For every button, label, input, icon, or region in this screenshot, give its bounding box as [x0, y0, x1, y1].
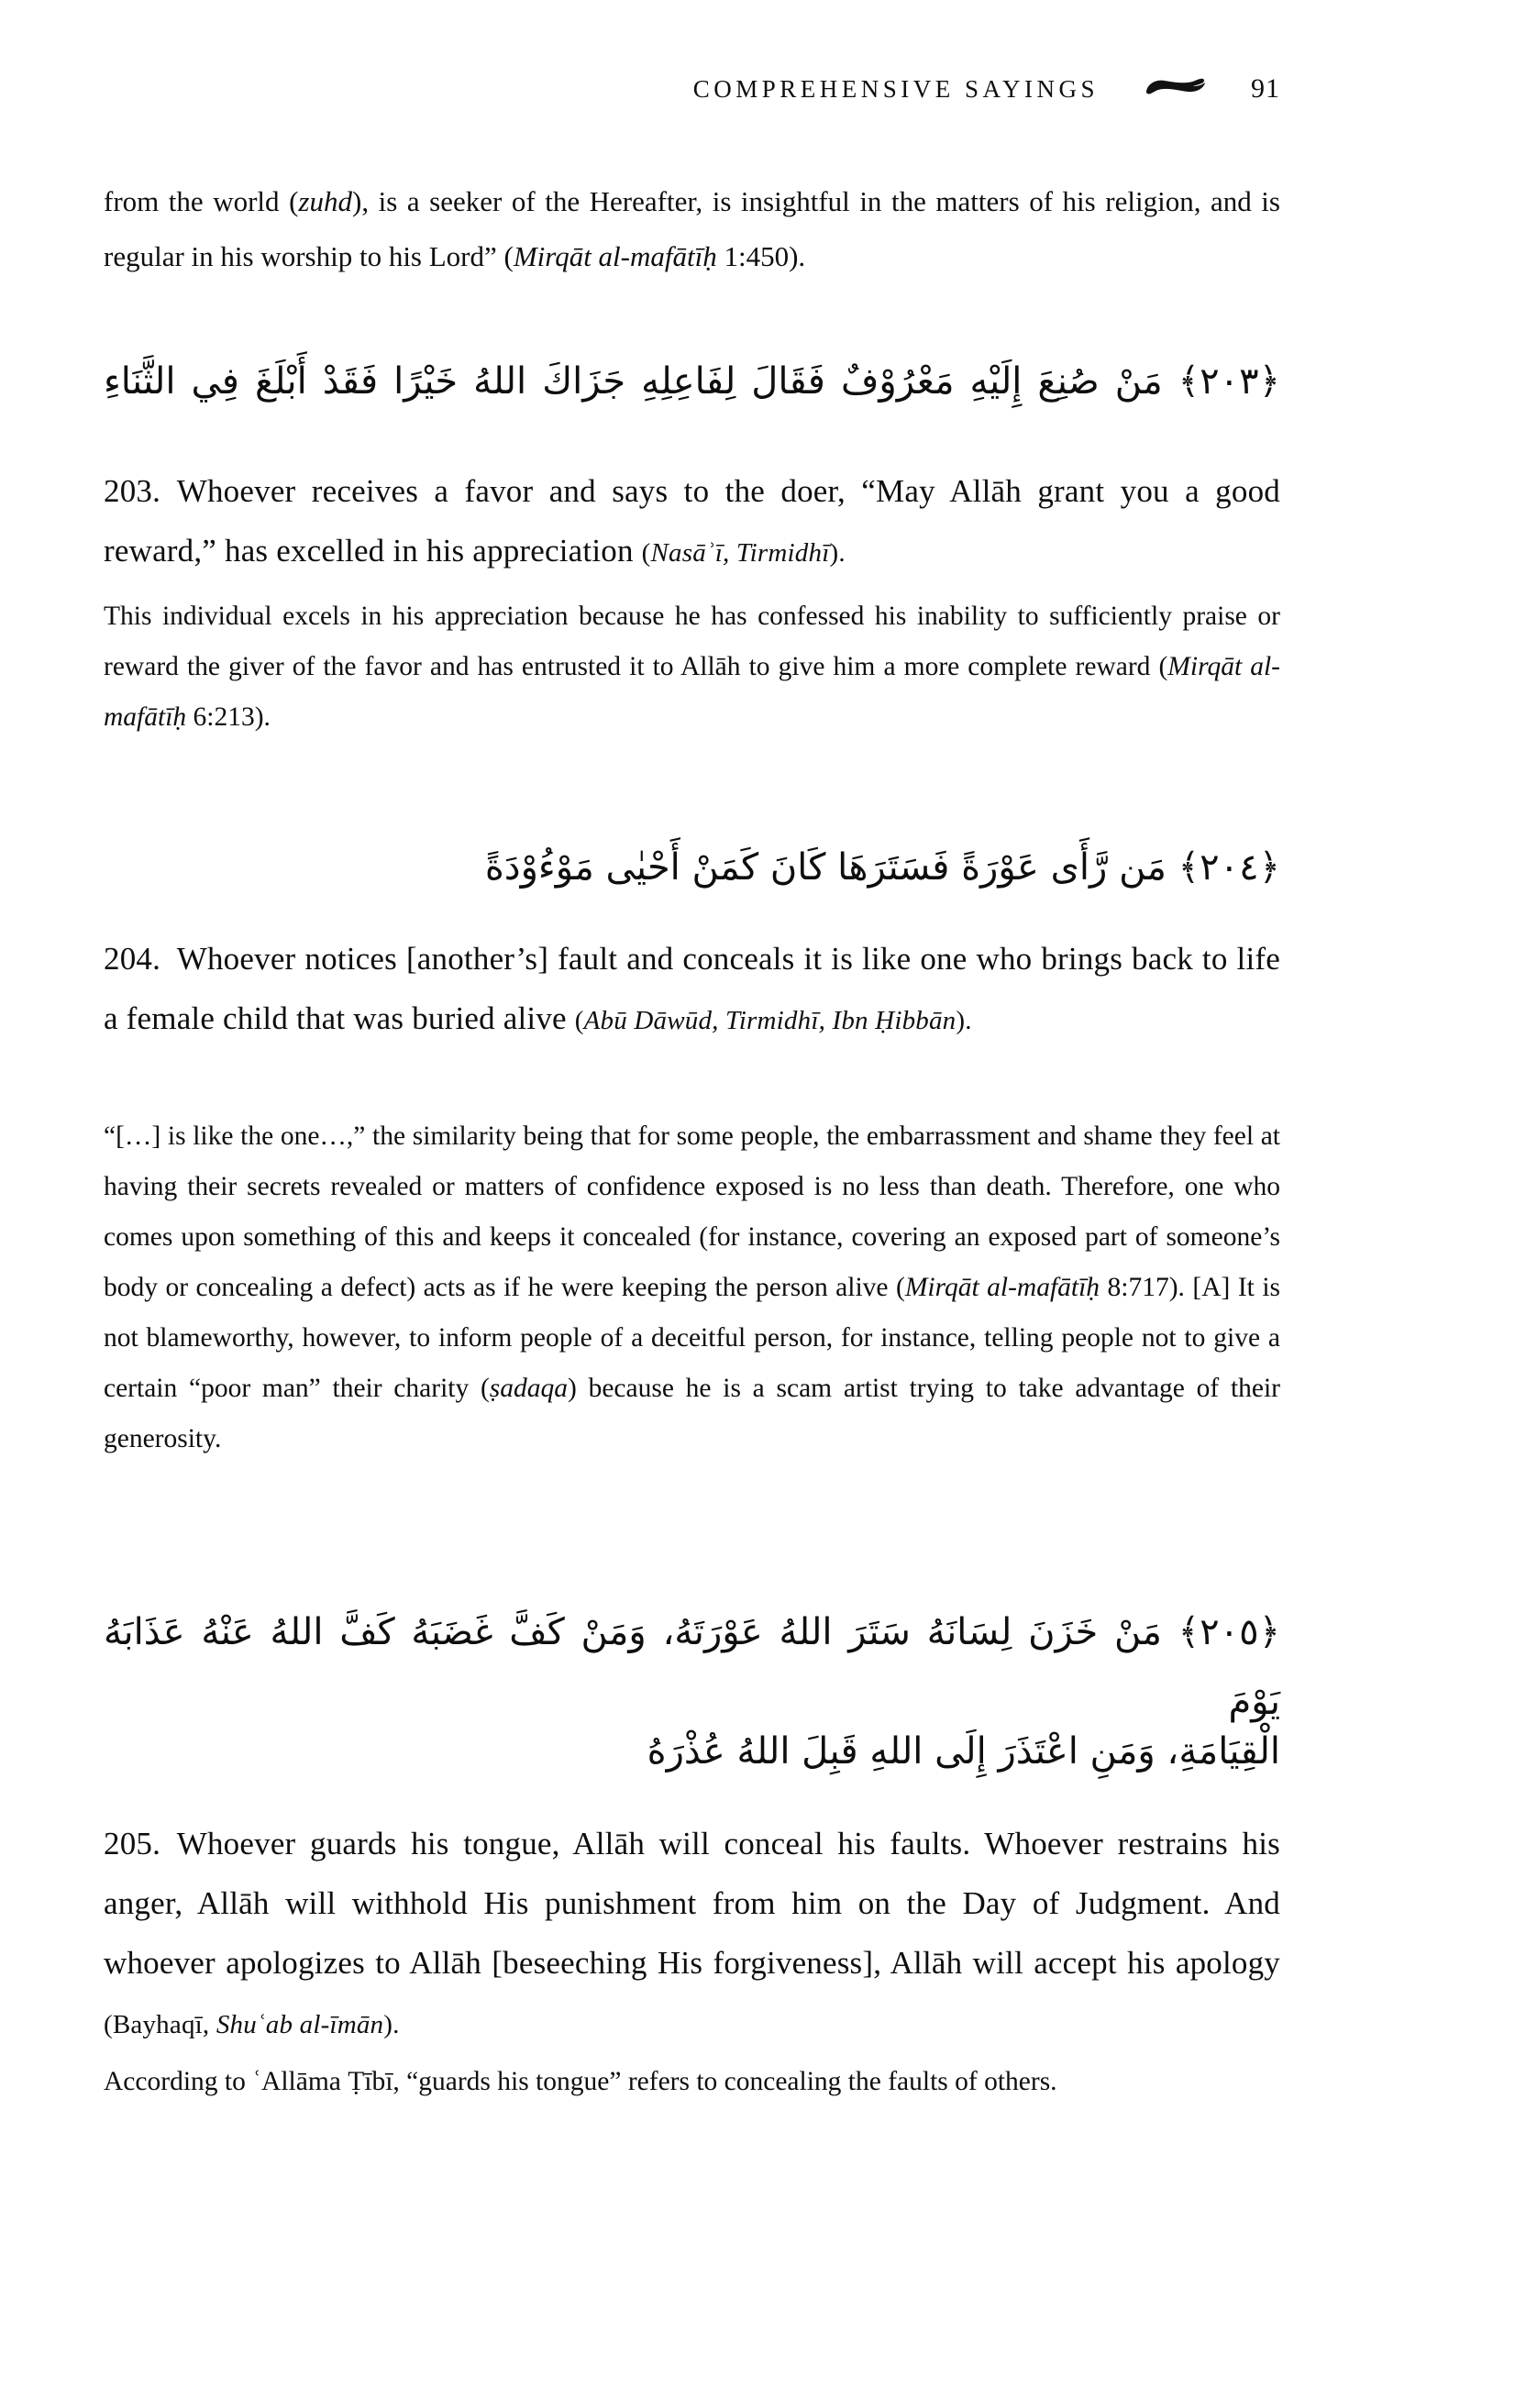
hadith-205-translation: 205. Whoever guards his tongue, Allāh will conceal his faults. Whoever restrains his anger, Allāh will withhold His punishment from him on the Day of Judgment. And whoever apologizes to Allāh [beseeching His forgiveness], Allāh will accept his apology (Bayhaqī, Shuʿab al-īmān). [104, 1826, 1280, 2039]
hadith-204-arabic-text: ﴿٢٠٤﴾ مَن رَّأَى عَوْرَةً فَسَتَرَهَا كَانَ كَمَنْ أَحْيٰى مَوْءُوْدَةً [484, 846, 1280, 889]
hadith-203-arabic-text: ﴿٢٠٣﴾ مَنْ صُنِعَ إِلَيْهِ مَعْرُوْفٌ فَقَالَ لِفَاعِلِهِ جَزَاكَ اللهُ خَيْرًا فَقَدْ أَبْلَغَ فِي الثَّنَاءِ [104, 360, 1280, 403]
hadith-204-translation: 204. Whoever notices [another’s] fault and conceals it is like one who brings back to life a female child that was buried alive (Abū Dāwūd, Tirmidhī, Ibn Ḥibbān). [104, 941, 1280, 1036]
running-header [104, 73, 1280, 105]
hadith-203-translation: 203. Whoever receives a favor and says to the doer, “May Allāh grant you a good reward,” has excelled in his appreciation (Nasāʾī, Tirmidhī). [104, 473, 1280, 569]
continuation-paragraph: from the world (zuhd), is a seeker of the Hereafter, is insightful in the matters of his religion, and is regular in his worship to his Lord” (Mirqāt al-mafātīḥ 1:450). [104, 185, 1280, 272]
page-number: 91 [1251, 73, 1280, 104]
hadith-205-commentary: According to ʿAllāma Ṭībī, “guards his tongue” refers to concealing the faults of others. [104, 2067, 1057, 2096]
swash-ornament-icon [1141, 75, 1209, 103]
hadith-204-commentary: “[…] is like the one…,” the similarity being that for some people, the embarrassment and shame they feel at having their secrets revealed or matters of confidence exposed is no less than death. Therefore, one who comes upon something of this and keeps it concealed (for instance, covering an exposed part of someone’s body or concealing a defect) acts as if he were keeping the person alive (Mirqāt al-mafātīḥ 8:717). [A] It is not blameworthy, however, to inform people of a deceitful person, for instance, telling people not to give a certain “poor man” their charity (ṣadaqa) because he is a scam artist trying to take advantage of their generosity. [104, 1121, 1281, 1453]
hadith-205-arabic-line-2: الْقِيَامَةِ، وَمَنِ اعْتَذَرَ إِلَى اللهِ قَبِلَ اللهُ عُذْرَهُ [647, 1730, 1280, 1773]
hadith-205-arabic-line-1: ﴿٢٠٥﴾ مَنْ خَزَنَ لِسَانَهُ سَتَرَ اللهُ عَوْرَتَهُ، وَمَنْ كَفَّ غَضَبَهُ كَفَّ اللهُ عَنْهُ عَذَابَهُ يَوْمَ [104, 1611, 1280, 1723]
hadith-203-commentary: This individual excels in his appreciation because he has confessed his inability to sufficiently praise or reward the giver of the favor and has entrusted it to Allāh to give him a more complete reward (Mirqāt al-mafātīḥ 6:213). [104, 602, 1280, 732]
running-header-title: COMPREHENSIVE SAYINGS [692, 74, 1099, 103]
